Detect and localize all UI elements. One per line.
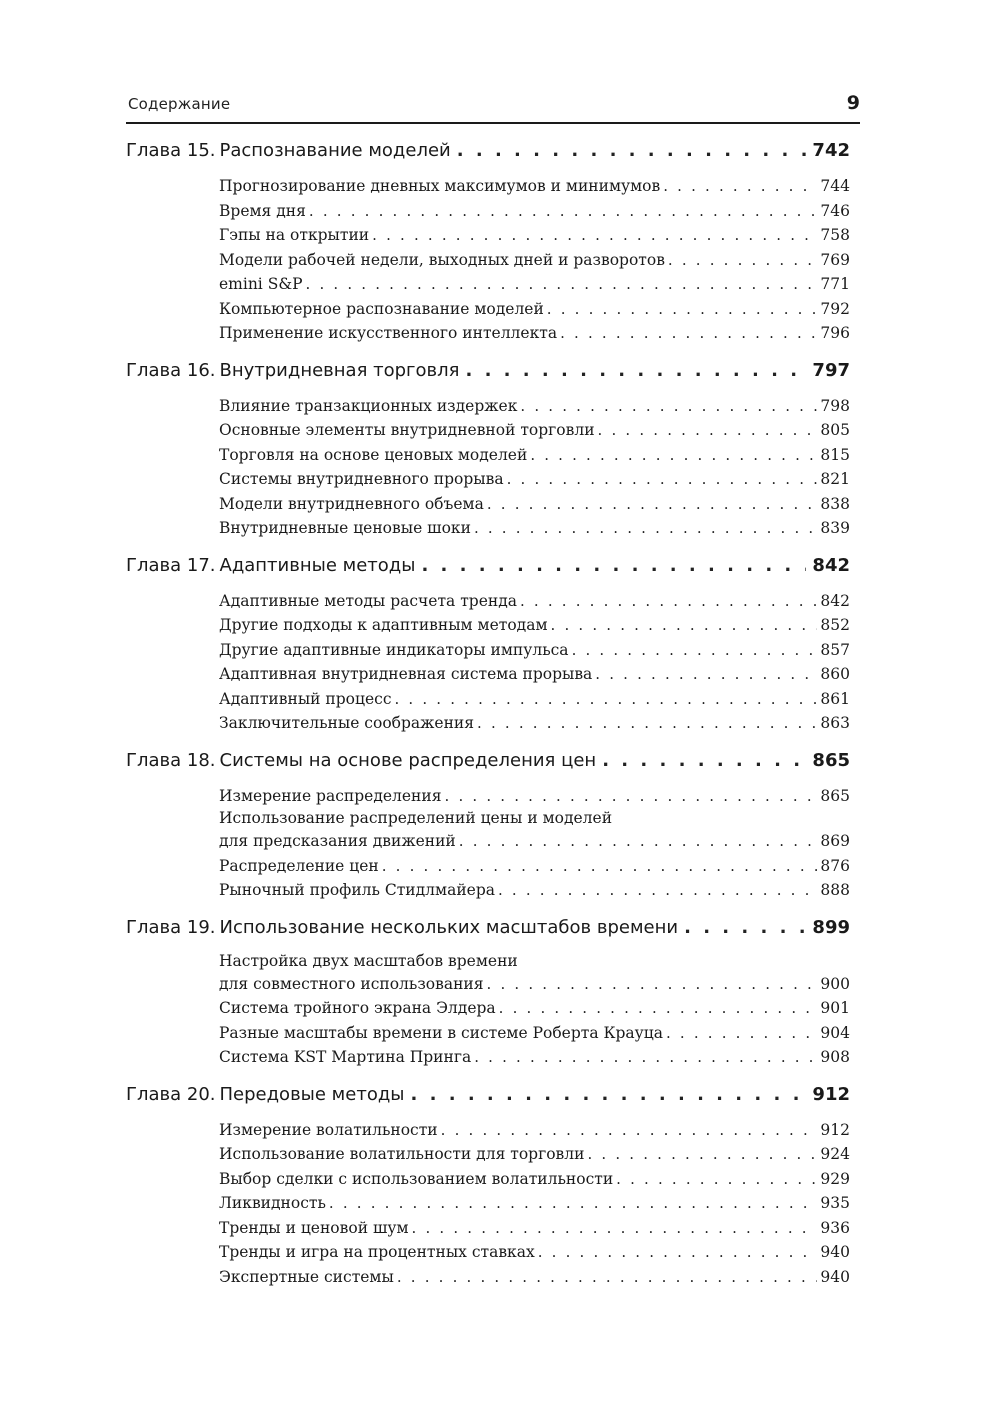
section-row — [219, 662, 850, 687]
section-entry[interactable] — [219, 443, 850, 468]
section-page: 821 — [820, 470, 850, 488]
section-title: Выбор сделки с использованием волатильности — [219, 1169, 614, 1188]
section-page: 758 — [820, 226, 850, 244]
section-title: Заключительные соображения — [219, 714, 475, 732]
dot-leader — [538, 1240, 818, 1265]
chapter-heading[interactable] — [126, 1084, 850, 1118]
section-title: Адаптивные методы расчета тренда — [219, 591, 517, 610]
section-title: Модели рабочей недели, выходных дней и разворотов — [219, 250, 665, 269]
chapter-number: Глава 17. — [126, 554, 216, 576]
section-entry[interactable] — [219, 272, 850, 297]
section-row — [219, 878, 850, 903]
section-page: 900 — [820, 974, 850, 993]
section-row — [219, 1167, 850, 1192]
section-title: Адаптивный процесс — [219, 689, 392, 708]
section-page: 744 — [820, 177, 850, 195]
chapter-heading[interactable] — [126, 555, 850, 589]
chapter-page: 742 — [812, 140, 850, 161]
section-row — [219, 972, 850, 997]
dot-leader — [487, 492, 818, 517]
dot-leader — [421, 555, 806, 576]
section-row — [219, 829, 850, 854]
section-page: 929 — [820, 1169, 850, 1188]
dot-leader — [457, 140, 807, 161]
section-title: Гэпы на открытии — [219, 226, 370, 244]
dot-leader — [309, 199, 818, 224]
section-title: Прогнозирование дневных максимумов и минимумов — [219, 177, 661, 195]
dot-leader — [547, 297, 818, 322]
section-row — [219, 418, 850, 443]
section-title: Адаптивная внутридневная система прорыва — [219, 665, 593, 683]
section-page: 861 — [820, 689, 850, 708]
chapter-page: 842 — [812, 554, 850, 576]
section-entry[interactable] — [219, 1216, 850, 1241]
chapter-page: 912 — [812, 1083, 850, 1105]
section-entry[interactable] — [219, 1021, 850, 1046]
section-entry[interactable] — [219, 1118, 850, 1143]
dot-leader — [474, 1045, 817, 1070]
section-row — [219, 492, 850, 517]
section-row — [219, 1216, 850, 1241]
header-page-number: 9 — [846, 92, 860, 114]
section-title: для совместного использования — [219, 974, 484, 993]
chapter-heading[interactable] — [126, 750, 850, 784]
section-title: Экспертные системы — [219, 1267, 394, 1286]
dot-leader — [666, 1021, 817, 1046]
section-row — [219, 1118, 850, 1143]
dot-leader — [306, 272, 818, 297]
running-header — [126, 92, 860, 124]
dot-leader — [474, 516, 817, 541]
section-entry[interactable] — [219, 662, 850, 687]
section-page: 792 — [820, 299, 850, 318]
section-title: для предсказания движений — [219, 832, 456, 850]
chapter-block — [126, 360, 850, 541]
section-row — [219, 443, 850, 468]
chapter-number: Глава 16. — [126, 359, 216, 381]
chapter-block — [126, 1084, 850, 1290]
dot-leader — [477, 711, 817, 736]
section-page: 940 — [820, 1243, 850, 1261]
section-entry[interactable] — [219, 1191, 850, 1216]
section-row — [219, 248, 850, 273]
section-list — [219, 589, 850, 736]
section-row — [219, 687, 850, 712]
chapter-number: Глава 20. — [126, 1083, 216, 1105]
section-entry[interactable] — [219, 1142, 850, 1167]
section-page: 888 — [820, 881, 850, 899]
section-row — [219, 1142, 850, 1167]
section-entry[interactable] — [219, 1265, 850, 1290]
section-row — [219, 613, 850, 638]
dot-leader — [397, 1265, 818, 1290]
section-entry[interactable] — [219, 638, 850, 663]
section-title: Влияние транзакционных издержек — [219, 396, 518, 415]
dot-leader — [372, 223, 817, 248]
section-title: emini S&P — [219, 275, 303, 293]
dot-leader — [395, 687, 818, 712]
section-row — [219, 1191, 850, 1216]
section-title: Компьютерное распознавание моделей — [219, 299, 544, 318]
section-entry[interactable] — [219, 467, 850, 492]
section-title: Система тройного экрана Элдера — [219, 999, 496, 1017]
section-entry[interactable] — [219, 687, 850, 712]
chapter-title: Распознавание моделей — [219, 140, 451, 161]
section-list — [219, 394, 850, 541]
section-entry[interactable] — [219, 297, 850, 322]
dot-leader — [498, 878, 817, 903]
dot-leader — [560, 321, 817, 346]
chapter-title: Внутридневная торговля — [219, 359, 460, 381]
dot-leader — [551, 613, 818, 638]
dot-leader — [587, 1142, 817, 1167]
section-row — [219, 297, 850, 322]
section-page: 901 — [820, 999, 850, 1017]
chapter-block — [126, 750, 850, 903]
section-page: 771 — [820, 275, 850, 293]
dot-leader — [445, 784, 818, 809]
section-row — [219, 854, 850, 879]
dot-leader — [616, 1167, 817, 1192]
section-entry[interactable] — [219, 1240, 850, 1265]
dot-leader — [412, 1216, 818, 1241]
dot-leader — [520, 394, 817, 419]
chapter-heading[interactable] — [126, 360, 850, 394]
dot-leader — [598, 418, 818, 443]
section-row — [219, 996, 850, 1021]
chapter-title: Системы на основе распределения цен — [219, 749, 597, 771]
section-row — [219, 784, 850, 809]
section-page: 869 — [820, 832, 850, 850]
chapter-page: 797 — [812, 359, 850, 381]
section-page: 865 — [820, 786, 850, 805]
dot-leader — [382, 854, 818, 879]
dot-leader — [530, 443, 817, 468]
chapter-page: 899 — [812, 916, 850, 938]
chapter-title: Использование нескольких масштабов времени — [219, 916, 679, 938]
dot-leader — [668, 248, 817, 273]
chapter-title: Адаптивные методы — [219, 554, 416, 576]
section-entry[interactable] — [219, 589, 850, 614]
chapter-heading[interactable] — [126, 917, 850, 951]
section-page: 936 — [820, 1218, 850, 1237]
section-row — [219, 589, 850, 614]
section-page: 940 — [820, 1267, 850, 1286]
section-page: 769 — [820, 250, 850, 269]
dot-leader — [459, 829, 818, 854]
section-title: Распределение цен — [219, 856, 379, 875]
chapter-number: Глава 19. — [126, 916, 216, 938]
section-title: Тренды и ценовой шум — [219, 1218, 409, 1237]
section-entry[interactable] — [219, 516, 850, 541]
section-title: Использование волатильности для торговли — [219, 1145, 585, 1163]
section-title-line1: Использование распределений цены и моделей — [219, 809, 613, 827]
section-row — [219, 467, 850, 492]
section-title: Другие адаптивные индикаторы импульса — [219, 640, 569, 659]
section-title: Система KST Мартина Принга — [219, 1048, 472, 1066]
dot-leader — [441, 1118, 818, 1143]
section-entry[interactable] — [219, 1045, 850, 1070]
section-title: Время дня — [219, 201, 306, 220]
section-entry[interactable] — [219, 321, 850, 346]
section-row — [219, 711, 850, 736]
section-page: 805 — [820, 421, 850, 439]
header-title: Содержание — [128, 95, 231, 113]
section-row — [219, 516, 850, 541]
chapter-title: Передовые методы — [219, 1083, 405, 1105]
section-page: 838 — [820, 494, 850, 513]
section-entry[interactable] — [219, 418, 850, 443]
section-page: 935 — [820, 1194, 850, 1212]
section-row — [219, 199, 850, 224]
section-page: 904 — [820, 1023, 850, 1042]
dot-leader — [684, 917, 806, 938]
section-entry[interactable] — [219, 1167, 850, 1192]
section-title: Другие подходы к адаптивным методам — [219, 616, 548, 634]
section-title: Системы внутридневного прорыва — [219, 470, 504, 488]
section-row — [219, 638, 850, 663]
section-row — [219, 223, 850, 248]
section-entry[interactable] — [219, 854, 850, 879]
section-page: 798 — [820, 396, 850, 415]
section-page: 863 — [820, 714, 850, 732]
chapter-heading[interactable] — [126, 140, 850, 174]
section-page: 860 — [820, 665, 850, 683]
section-page: 876 — [820, 856, 850, 875]
table-of-contents — [126, 140, 850, 1303]
section-entry[interactable] — [219, 199, 850, 224]
section-title: Основные элементы внутридневной торговли — [219, 421, 595, 439]
section-entry[interactable] — [219, 808, 850, 854]
chapter-block — [126, 917, 850, 1070]
section-entry[interactable] — [219, 613, 850, 638]
section-list — [219, 951, 850, 1070]
dot-leader — [499, 996, 818, 1021]
dot-leader — [572, 638, 818, 663]
section-title: Измерение волатильности — [219, 1120, 438, 1139]
section-title-line1: Настройка двух масштабов времени — [219, 951, 518, 970]
section-page: 815 — [820, 445, 850, 464]
section-title: Рыночный профиль Стидлмайера — [219, 881, 495, 899]
section-list — [219, 1118, 850, 1290]
chapter-number: Глава 15. — [126, 140, 216, 161]
section-page: 924 — [820, 1145, 850, 1163]
section-page: 908 — [820, 1048, 850, 1066]
dot-leader — [520, 589, 817, 614]
section-entry[interactable] — [219, 248, 850, 273]
section-entry[interactable] — [219, 951, 850, 997]
section-row — [219, 272, 850, 297]
section-entry[interactable] — [219, 996, 850, 1021]
section-row — [219, 174, 850, 199]
section-title: Применение искусственного интеллекта — [219, 324, 558, 342]
dot-leader — [663, 174, 817, 199]
section-title: Разные масштабы времени в системе Роберта Крауца — [219, 1023, 663, 1042]
dot-leader — [465, 360, 806, 381]
section-list — [219, 784, 850, 903]
section-page: 842 — [820, 591, 850, 610]
section-entry[interactable] — [219, 784, 850, 809]
chapter-block — [126, 555, 850, 736]
section-entry[interactable] — [219, 878, 850, 903]
section-row — [219, 1240, 850, 1265]
section-row — [219, 1265, 850, 1290]
section-entry[interactable] — [219, 174, 850, 199]
dot-leader — [595, 662, 817, 687]
section-title: Внутридневные ценовые шоки — [219, 519, 471, 537]
section-title: Модели внутридневного объема — [219, 494, 484, 513]
section-row — [219, 1021, 850, 1046]
section-title: Измерение распределения — [219, 786, 442, 805]
dot-leader — [507, 467, 818, 492]
section-entry[interactable] — [219, 223, 850, 248]
section-title: Ликвидность — [219, 1194, 326, 1212]
section-title: Тренды и игра на процентных ставках — [219, 1243, 535, 1261]
dot-leader — [329, 1191, 817, 1216]
section-row — [219, 394, 850, 419]
section-page: 796 — [820, 324, 850, 342]
section-page: 857 — [820, 640, 850, 659]
section-entry[interactable] — [219, 492, 850, 517]
section-entry[interactable] — [219, 394, 850, 419]
section-row — [219, 1045, 850, 1070]
dot-leader — [487, 972, 818, 997]
section-entry[interactable] — [219, 711, 850, 736]
chapter-page: 865 — [812, 749, 850, 771]
section-page: 746 — [820, 201, 850, 220]
section-row — [219, 321, 850, 346]
section-page: 852 — [820, 616, 850, 634]
dot-leader — [411, 1084, 807, 1105]
dot-leader — [602, 750, 806, 771]
section-page: 839 — [820, 519, 850, 537]
section-list — [219, 174, 850, 346]
chapter-number: Глава 18. — [126, 749, 216, 771]
section-title: Торговля на основе ценовых моделей — [219, 445, 528, 464]
section-page: 912 — [820, 1120, 850, 1139]
chapter-block — [126, 140, 850, 346]
